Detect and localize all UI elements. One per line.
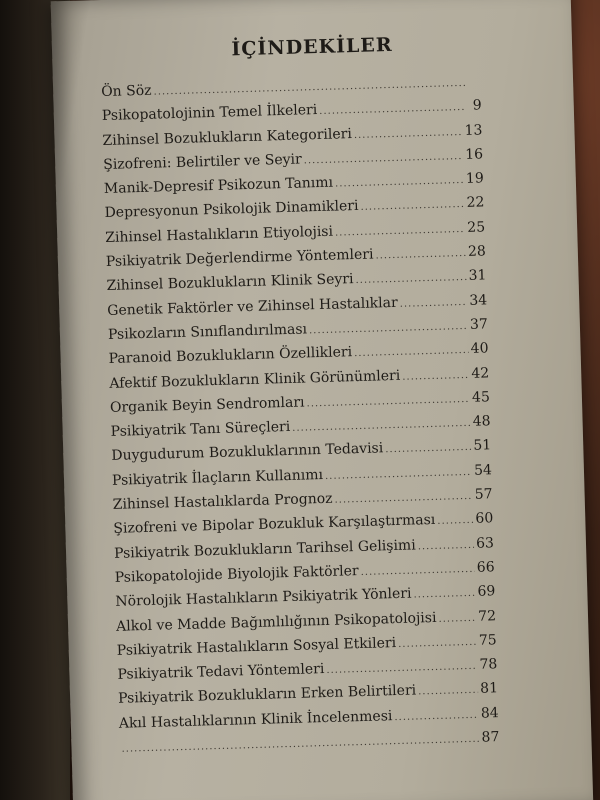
toc-leader-dots	[438, 612, 476, 624]
toc-entry-title: Psikiyatrik İlaçların Kullanımı	[111, 466, 324, 489]
toc-entry-title: Genetik Faktörler ve Zihinsel Hastalıklar	[107, 294, 398, 319]
table-of-contents	[101, 73, 500, 764]
toc-leader-dots	[335, 175, 464, 190]
toc-entry-page-number: 60	[475, 510, 494, 528]
toc-entry-page-number: 25	[467, 219, 486, 236]
toc-entry-title: Duygudurum Bozukluklarının Tedavisi	[111, 440, 384, 465]
toc-leader-dots	[354, 127, 463, 141]
toc-entry-title: Psikiyatrik Bozuklukların Erken Belirtileri	[117, 682, 417, 708]
toc-entry-page-number: 42	[471, 364, 490, 382]
toc-leader-dots	[418, 685, 478, 698]
toc-entry-title: Zihinsel Bozuklukların Klinik Seyri	[106, 271, 354, 295]
toc-entry-title: Psikiyatrik Hastalıkların Sosyal Etkileri	[116, 634, 397, 659]
toc-entry-page-number: 69	[477, 583, 496, 600]
toc-entry-page-number: 31	[468, 267, 487, 285]
toc-entry-page-number: 48	[472, 413, 491, 430]
toc-entry-page-number: 66	[476, 559, 495, 576]
toc-leader-dots	[335, 224, 466, 239]
toc-leader-dots	[400, 297, 468, 310]
toc-entry-title: Psikiyatrik Değerlendirme Yöntemleri	[105, 246, 374, 271]
toc-entry-title: Zihinsel Bozuklukların Kategorileri	[102, 125, 353, 149]
toc-entry-title: Nörolojik Hastalıkların Psikiyatrik Yönleri	[115, 585, 412, 611]
toc-entry-title: Zihinsel Hastalıklarda Prognoz	[112, 490, 333, 513]
toc-leader-dots	[398, 637, 477, 650]
toc-entry-page-number: 28	[467, 243, 487, 260]
toc-leader-dots	[418, 539, 475, 552]
toc-entry-page-number: 37	[469, 316, 489, 333]
toc-leader-dots	[385, 442, 471, 455]
book-page	[51, 0, 594, 800]
toc-leader-dots	[355, 272, 466, 286]
toc-entry-title: Psikiyatrik Tedavi Yöntemleri	[117, 661, 325, 683]
toc-leader-dots	[375, 248, 466, 262]
toc-leader-dots	[153, 78, 465, 98]
toc-leader-dots	[319, 102, 466, 117]
toc-entry-title: Psikopatolojide Biyolojik Faktörler	[114, 562, 359, 586]
toc-leader-dots	[304, 151, 464, 166]
toc-entry-title: Alkol ve Madde Bağımlılığının Psikopatolojisi	[115, 609, 437, 635]
toc-entry-title: Şizofreni: Belirtiler ve Seyir	[103, 151, 302, 173]
toc-entry-page-number: 9	[472, 97, 482, 114]
toc-entry-title: Organik Beyin Sendromları	[109, 394, 305, 416]
toc-entry-page-number: 45	[471, 389, 491, 406]
toc-entry-title: Psikiyatrik Tanı Süreçleri	[110, 419, 291, 441]
toc-entry-page-number: 57	[474, 486, 493, 503]
toc-leader-dots	[292, 418, 471, 434]
toc-entry-page-number: 13	[464, 122, 483, 139]
toc-entry-title: Psikopatolojinin Temel İlkeleri	[101, 102, 318, 125]
toc-entry-page-number: 54	[473, 462, 493, 479]
toc-entry-page-number: 81	[479, 680, 499, 698]
toc-entry-title: Manik-Depresif Psikozun Tanımı	[103, 174, 334, 198]
toc-entry-page-number: 87	[481, 729, 500, 746]
toc-entry-page-number: 84	[480, 704, 499, 722]
toc-entry-page-number: 16	[465, 146, 484, 163]
toc-leader-dots	[361, 564, 475, 578]
toc-entry-title: Zihinsel Hastalıkların Etiyolojisi	[105, 223, 334, 246]
toc-leader-dots	[413, 588, 475, 601]
toc-entry-page-number: 51	[473, 437, 492, 455]
toc-leader-dots	[309, 321, 468, 336]
toc-entry-page-number: 63	[475, 534, 495, 552]
toc-entry-page-number: 40	[470, 340, 489, 358]
toc-entry-page-number: 72	[477, 607, 497, 625]
page-title: İÇİNDEKİLER	[231, 33, 393, 61]
toc-entry-page-number: 19	[465, 170, 484, 188]
toc-leader-dots	[306, 394, 470, 410]
toc-entry-title: Akıl Hastalıklarının Klinik İncelenmesi	[118, 707, 393, 732]
toc-leader-dots	[437, 515, 473, 527]
toc-leader-dots	[354, 345, 469, 359]
toc-entry-title: Psikiyatrik Bozuklukların Tarihsel Gelişimi	[113, 537, 416, 562]
toc-leader-dots	[402, 369, 469, 382]
toc-leader-dots	[325, 467, 472, 482]
toc-entry-page-number: 34	[469, 292, 488, 309]
toc-entry-title: Psikozların Sınıflandırılması	[107, 321, 308, 343]
toc-entry-page-number: 75	[478, 632, 497, 649]
toc-leader-dots	[334, 491, 473, 506]
toc-entry-page-number: 78	[479, 656, 498, 673]
toc-entry-title: Ön Söz	[100, 82, 152, 101]
toc-entry-title: Şizofreni ve Bipolar Bozukluk Karşılaştırması	[113, 512, 436, 538]
toc-entry-page-number: 22	[466, 194, 485, 212]
toc-leader-dots	[326, 661, 477, 676]
toc-leader-dots	[394, 709, 479, 722]
toc-leader-dots	[360, 199, 464, 213]
toc-entry-title: Depresyonun Psikolojik Dinamikleri	[104, 198, 359, 222]
toc-entry-title: Paranoid Bozuklukların Özellikleri	[108, 344, 353, 368]
toc-entry-title: Afektif Bozuklukların Klinik Görünümleri	[109, 367, 401, 392]
